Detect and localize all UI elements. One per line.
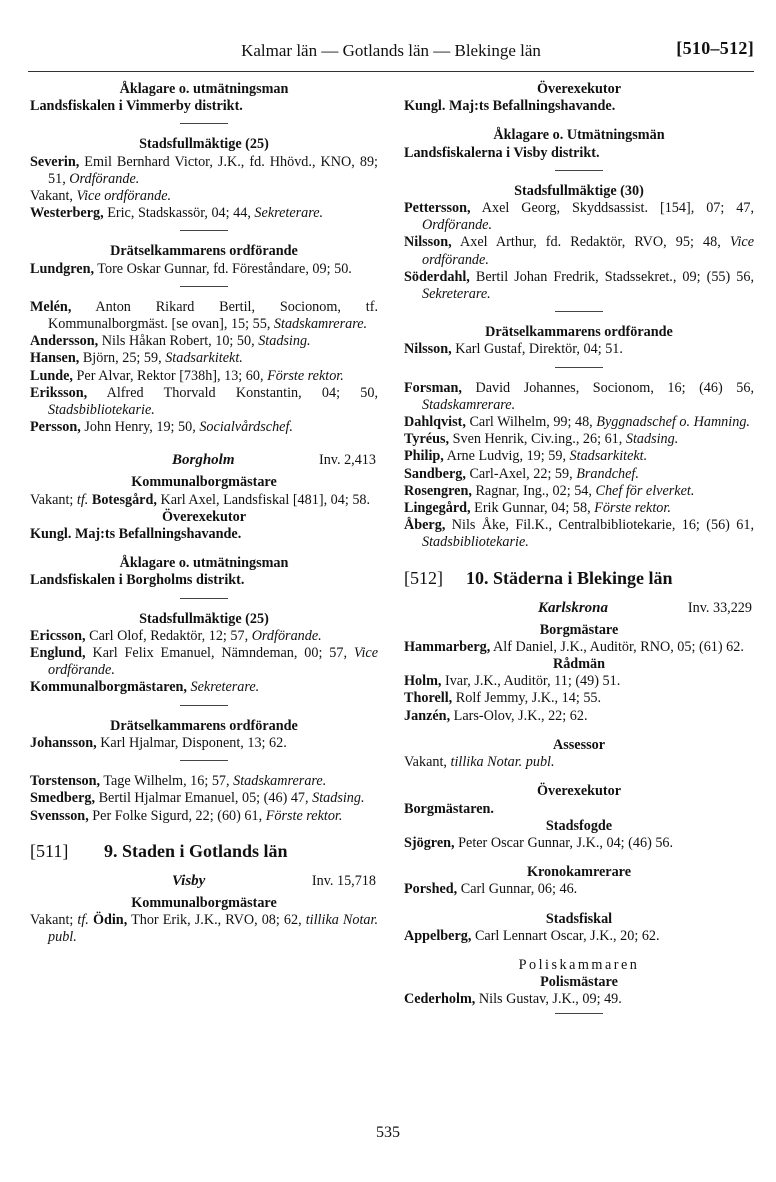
entry-role: Stadskamrerare. [233,773,327,790]
entry-name: Lundgren, [30,260,95,277]
divider [180,760,228,761]
entry-text: Björn, 25; 59, [79,350,166,367]
entry-text: Kungl. Maj:ts Befallningshavande. [30,526,242,543]
entry-name: Thorell, [404,690,453,707]
entry-text: Kungl. Maj:ts Befallningshavande. [404,98,616,115]
page-header [28,38,754,64]
entry-name: Sjögren, [404,834,455,851]
section-heading: Drätselkammarens ordförande [110,717,298,734]
entry-text: Vakant, [30,188,77,205]
section-heading: Drätselkammarens ordförande [485,324,673,341]
entry-name: Svensson, [30,807,89,824]
divider [180,705,228,706]
section-heading: Åklagare o. utmätningsman [119,555,289,572]
right-column [404,81,754,1026]
entry [404,414,754,431]
entry [404,448,754,465]
entry-text: Lars-Olov, J.K., 22; 62. [450,707,588,724]
section-heading: Överexekutor [161,508,247,525]
section-heading: Överexekutor [536,783,622,800]
divider [555,1013,603,1014]
entry-name: Porshed, [404,881,458,898]
entry-role: Vice ordförande. [48,645,378,679]
entry [404,200,754,234]
entry [30,385,378,419]
entry-text: Erik Gunnar, 04; 58, [470,500,595,517]
entry-name: Lingegård, [404,500,471,517]
section-number: [511] [30,840,69,861]
entry [404,881,754,898]
entry-text: Arne Ludvig, 19; 59, [443,448,570,465]
entry-role: Stadsing. [312,790,365,807]
section-heading: Stadsfullmäktige (25) [139,610,269,627]
entry-text: Landsfiskalen i Borgholms distrikt. [30,572,245,589]
entry [30,645,378,679]
entry-name: Eriksson, [30,384,88,401]
entry [30,492,378,509]
entry-text: Landsfiskalerna i Visby distrikt. [404,144,600,161]
entry-role: Sekreterare. [254,205,324,222]
entry-text: Ragnar, Ing., 02; 54, [471,482,596,499]
entry [404,483,754,500]
entry [404,928,754,945]
section-title [30,840,378,869]
entry [404,639,754,656]
entry-text: Ivar, J.K., Auditör, 11; (49) 51. [441,673,621,690]
entry-text: Sven Henrik, Civ.ing., 26; 61, [449,431,626,448]
entry-role: Sekreterare. [190,679,260,696]
entry-text: Axel Georg, Skyddsassist. [154], 07; 47, [470,200,754,217]
entry [30,419,378,436]
entry-role: tillika Notar. publ. [48,911,378,946]
entry-text: Anton Rikard Bertil, Socionom, tf. Kommunalborgmäst. [se ovan], 15; 55, [48,298,378,333]
entry-role: Stadsbibliotekarie. [422,534,529,551]
entry-name: Rosengren, [404,482,472,499]
town-heading [30,873,378,895]
section-heading: Stadsfiskal [545,910,613,927]
entry-text: Carl Wilhelm, 99; 48, [465,414,597,431]
section-name: 10. Städerna i Blekinge län [466,567,673,588]
entry [404,754,754,771]
entry-name: Söderdahl, [404,268,470,285]
entry-name: Persson, [30,419,81,436]
page-number: 535 [376,1124,400,1141]
entry-name: Nilsson, [404,234,452,251]
entry-name: Johansson, [30,734,97,751]
entry-text: Bertil Hjalmar Emanuel, 05; (46) 47, [95,790,313,807]
entry-role: Byggnadschef o. Hamning. [596,414,750,431]
entry-text: Axel Arthur, fd. Redaktör, RVO, 95; 48, [451,234,730,251]
entry-text: Carl-Axel, 22; 59, [465,465,577,482]
town-name: Visby [172,872,206,889]
entry-text: Alf Daniel, J.K., Auditör, RNO, 05; (61) 62. [490,638,744,655]
section-heading: Rådmän [552,656,606,673]
section-heading: Stadsfullmäktige (25) [139,136,269,153]
section-heading: Poliskammaren [518,956,640,973]
entry-name: Cederholm, [404,991,476,1008]
town-heading [404,600,754,622]
town-heading [30,452,378,474]
section-heading: Åklagare o. utmätningsman [119,81,289,97]
entry-name: Pettersson, [404,200,471,217]
entry [30,299,378,333]
town-population: Inv. 2,413 [318,452,376,469]
entry-text: Peter Oscar Gunnar, J.K., 04; (46) 56. [454,834,674,851]
entry-role: Vice ordförande. [76,188,172,205]
entry-name: Dahlqvist, [404,414,466,431]
entry-text: Thor Erik, J.K., RVO, 08; 62, [127,911,306,928]
entry-text: Per Alvar, Rektor [738h], 13; 60, [72,367,268,384]
entry-name: Holm, [404,673,442,690]
entry-role: Förste rektor. [267,367,344,384]
entry-text: Bertil Johan Fredrik, Stadssekret., 09; (55) 56, [469,268,754,285]
entry [404,517,754,551]
town-name: Karlskrona [538,599,609,616]
section-heading: Kommunalborgmästare [131,894,277,911]
divider [180,598,228,599]
entry-text: Borgmästaren. [404,800,494,817]
divider [555,311,603,312]
section-range: [510–512] [676,38,754,58]
entry-text: Tore Oskar Gunnar, fd. Föreståndare, 09; 50. [94,260,352,277]
entry-text: Karl Axel, Landsfiskal [481], 04; 58. [156,491,371,508]
entry-text: Vakant, [404,754,451,771]
entry [404,341,754,358]
entry [30,628,378,645]
entry-name: Hammarberg, [404,638,491,655]
entry-name: Åberg, [404,517,446,534]
section-title [404,567,754,596]
entry-role: Stadsbibliotekarie. [48,402,155,419]
entry-name: Sandberg, [404,465,466,482]
running-title: Kalmar län — Gotlands län — Blekinge län [241,41,541,60]
entry-text: Emil Bernhard Victor, J.K., fd. Hhövd., KNO, 89; 51, [48,153,378,187]
entry-name: Tyréus, [404,431,450,448]
entry [30,735,378,752]
section-heading: Åklagare o. Utmätningsmän [493,127,665,144]
entry-name: Andersson, [30,333,99,350]
entry-text: Vakant; [30,911,78,928]
entry [30,154,378,188]
entry-text: Alfred Thorvald Konstantin, 04; 50, [87,384,378,401]
entry-role: Förste rektor. [265,807,343,824]
entry-text: Per Folke Sigurd, 22; (60) 61, [88,807,266,824]
entry [404,835,754,852]
entry [404,234,754,268]
section-heading: Stadsfullmäktige (30) [514,182,644,199]
entry-role: Ordförande. [251,627,322,644]
entry-text: John Henry, 19; 50, [80,419,200,436]
entry-text: Vakant; [30,491,77,508]
entry-text: Landsfiskalen i Vimmerby distrikt. [30,98,243,115]
section-heading: Kommunalborgmästare [131,474,277,491]
entry-name: Englund, [30,645,86,662]
section-heading: Överexekutor [536,81,622,97]
section-heading: Polismästare [540,974,618,991]
divider [555,367,603,368]
entry-name: Kommunalborgmästaren, [30,679,187,696]
entry [30,679,378,696]
entry [30,368,378,385]
entry-name: Appelberg, [404,927,472,944]
entry-role: Ordförande. [69,170,140,187]
entry [404,673,754,690]
entry-text: Nils Gustav, J.K., 09; 49. [475,991,622,1008]
entry-name: Smedberg, [30,790,96,807]
entry [30,188,378,205]
left-column [30,81,378,946]
entry-name: Severin, [30,153,80,170]
entry-text: Karl Felix Emanuel, Nämndeman, 00; 57, [85,645,354,662]
entry-role: Vice ordförande. [422,234,754,268]
entry [30,912,378,946]
section-number: [512] [404,567,443,588]
entry-text: Nils Håkan Robert, 10; 50, [98,333,259,350]
entry-name: Nilsson, [404,341,452,358]
entry-role: Stadsarkitekt. [165,350,243,367]
entry-text: Carl Lennart Oscar, J.K., 20; 62. [471,927,660,944]
entry [30,261,378,278]
town-name: Borgholm [172,452,235,469]
section-heading: Kronokamrerare [526,864,632,881]
entry-role: Stadskamrerare. [422,396,516,413]
divider [180,230,228,231]
entry-role: Stadsarkitekt. [569,448,648,465]
divider [180,123,228,124]
entry-name: Westerberg, [30,205,104,222]
entry-role: tf. [76,491,89,508]
entry-role: Chef för elverket. [595,482,695,499]
entry-role: tf. [77,911,89,928]
entry-text: Karl Hjalmar, Disponent, 13; 62. [96,734,287,751]
town-population: Inv. 33,229 [687,599,752,616]
entry-role: tillika Notar. publ. [450,754,555,771]
entry-name: Botesgård, [91,491,157,508]
entry-name: Ericsson, [30,627,86,644]
entry-role: Socialvårdschef. [199,419,293,436]
entry-name: Forsman, [404,379,462,396]
entry [404,269,754,303]
section-heading: Borgmästare [539,621,619,638]
entry [404,690,754,707]
entry [30,205,378,222]
entry-text: Karl Gustaf, Direktör, 04; 51. [451,341,623,358]
town-population: Inv. 15,718 [311,872,376,889]
entry-name: Hansen, [30,350,80,367]
entry-role: Stadsing. [625,431,679,448]
entry-name: Janzén, [404,707,451,724]
entry-text: Nils Åke, Fil.K., Centralbibliotekarie, 16; (56) 61, [445,517,754,534]
section-heading: Stadsfogde [545,817,613,834]
entry [404,500,754,517]
section-heading: Assessor [552,736,606,753]
entry-role: Sekreterare. [422,286,491,303]
section-heading: Drätselkammarens ordförande [110,243,298,260]
entry-name: Ödin, [92,911,128,928]
entry-name: Torstenson, [30,773,101,790]
entry [30,350,378,367]
entry [404,466,754,483]
entry [404,991,754,1008]
entry-text: David Johannes, Socionom, 16; (46) 56, [461,379,754,396]
entry [30,808,378,825]
entry-text: Rolf Jemmy, J.K., 14; 55. [452,690,602,707]
divider [555,170,603,171]
entry-name: Lunde, [30,367,73,384]
entry-role: Stadskamrerare. [273,316,368,333]
entry [404,708,754,725]
entry-text: Tage Wilhelm, 16; 57, [100,773,234,790]
entry-role: Brandchef. [576,465,639,482]
divider [180,286,228,287]
entry [30,773,378,790]
entry [30,790,378,807]
entry [30,333,378,350]
entry [404,431,754,448]
entry-role: Stadsing. [258,333,311,350]
entry-role: Förste rektor. [594,500,671,517]
entry [404,380,754,414]
section-name: 9. Staden i Gotlands län [104,840,288,861]
entry-text: Carl Gunnar, 06; 46. [457,881,578,898]
entry-name: Melén, [30,298,72,315]
header-rule [28,71,754,72]
entry-text: Eric, Stadskassör, 04; 44, [103,205,255,222]
entry-text: Carl Olof, Redaktör, 12; 57, [85,627,252,644]
entry-name: Philip, [404,448,444,465]
entry-role: Ordförande. [422,217,493,234]
